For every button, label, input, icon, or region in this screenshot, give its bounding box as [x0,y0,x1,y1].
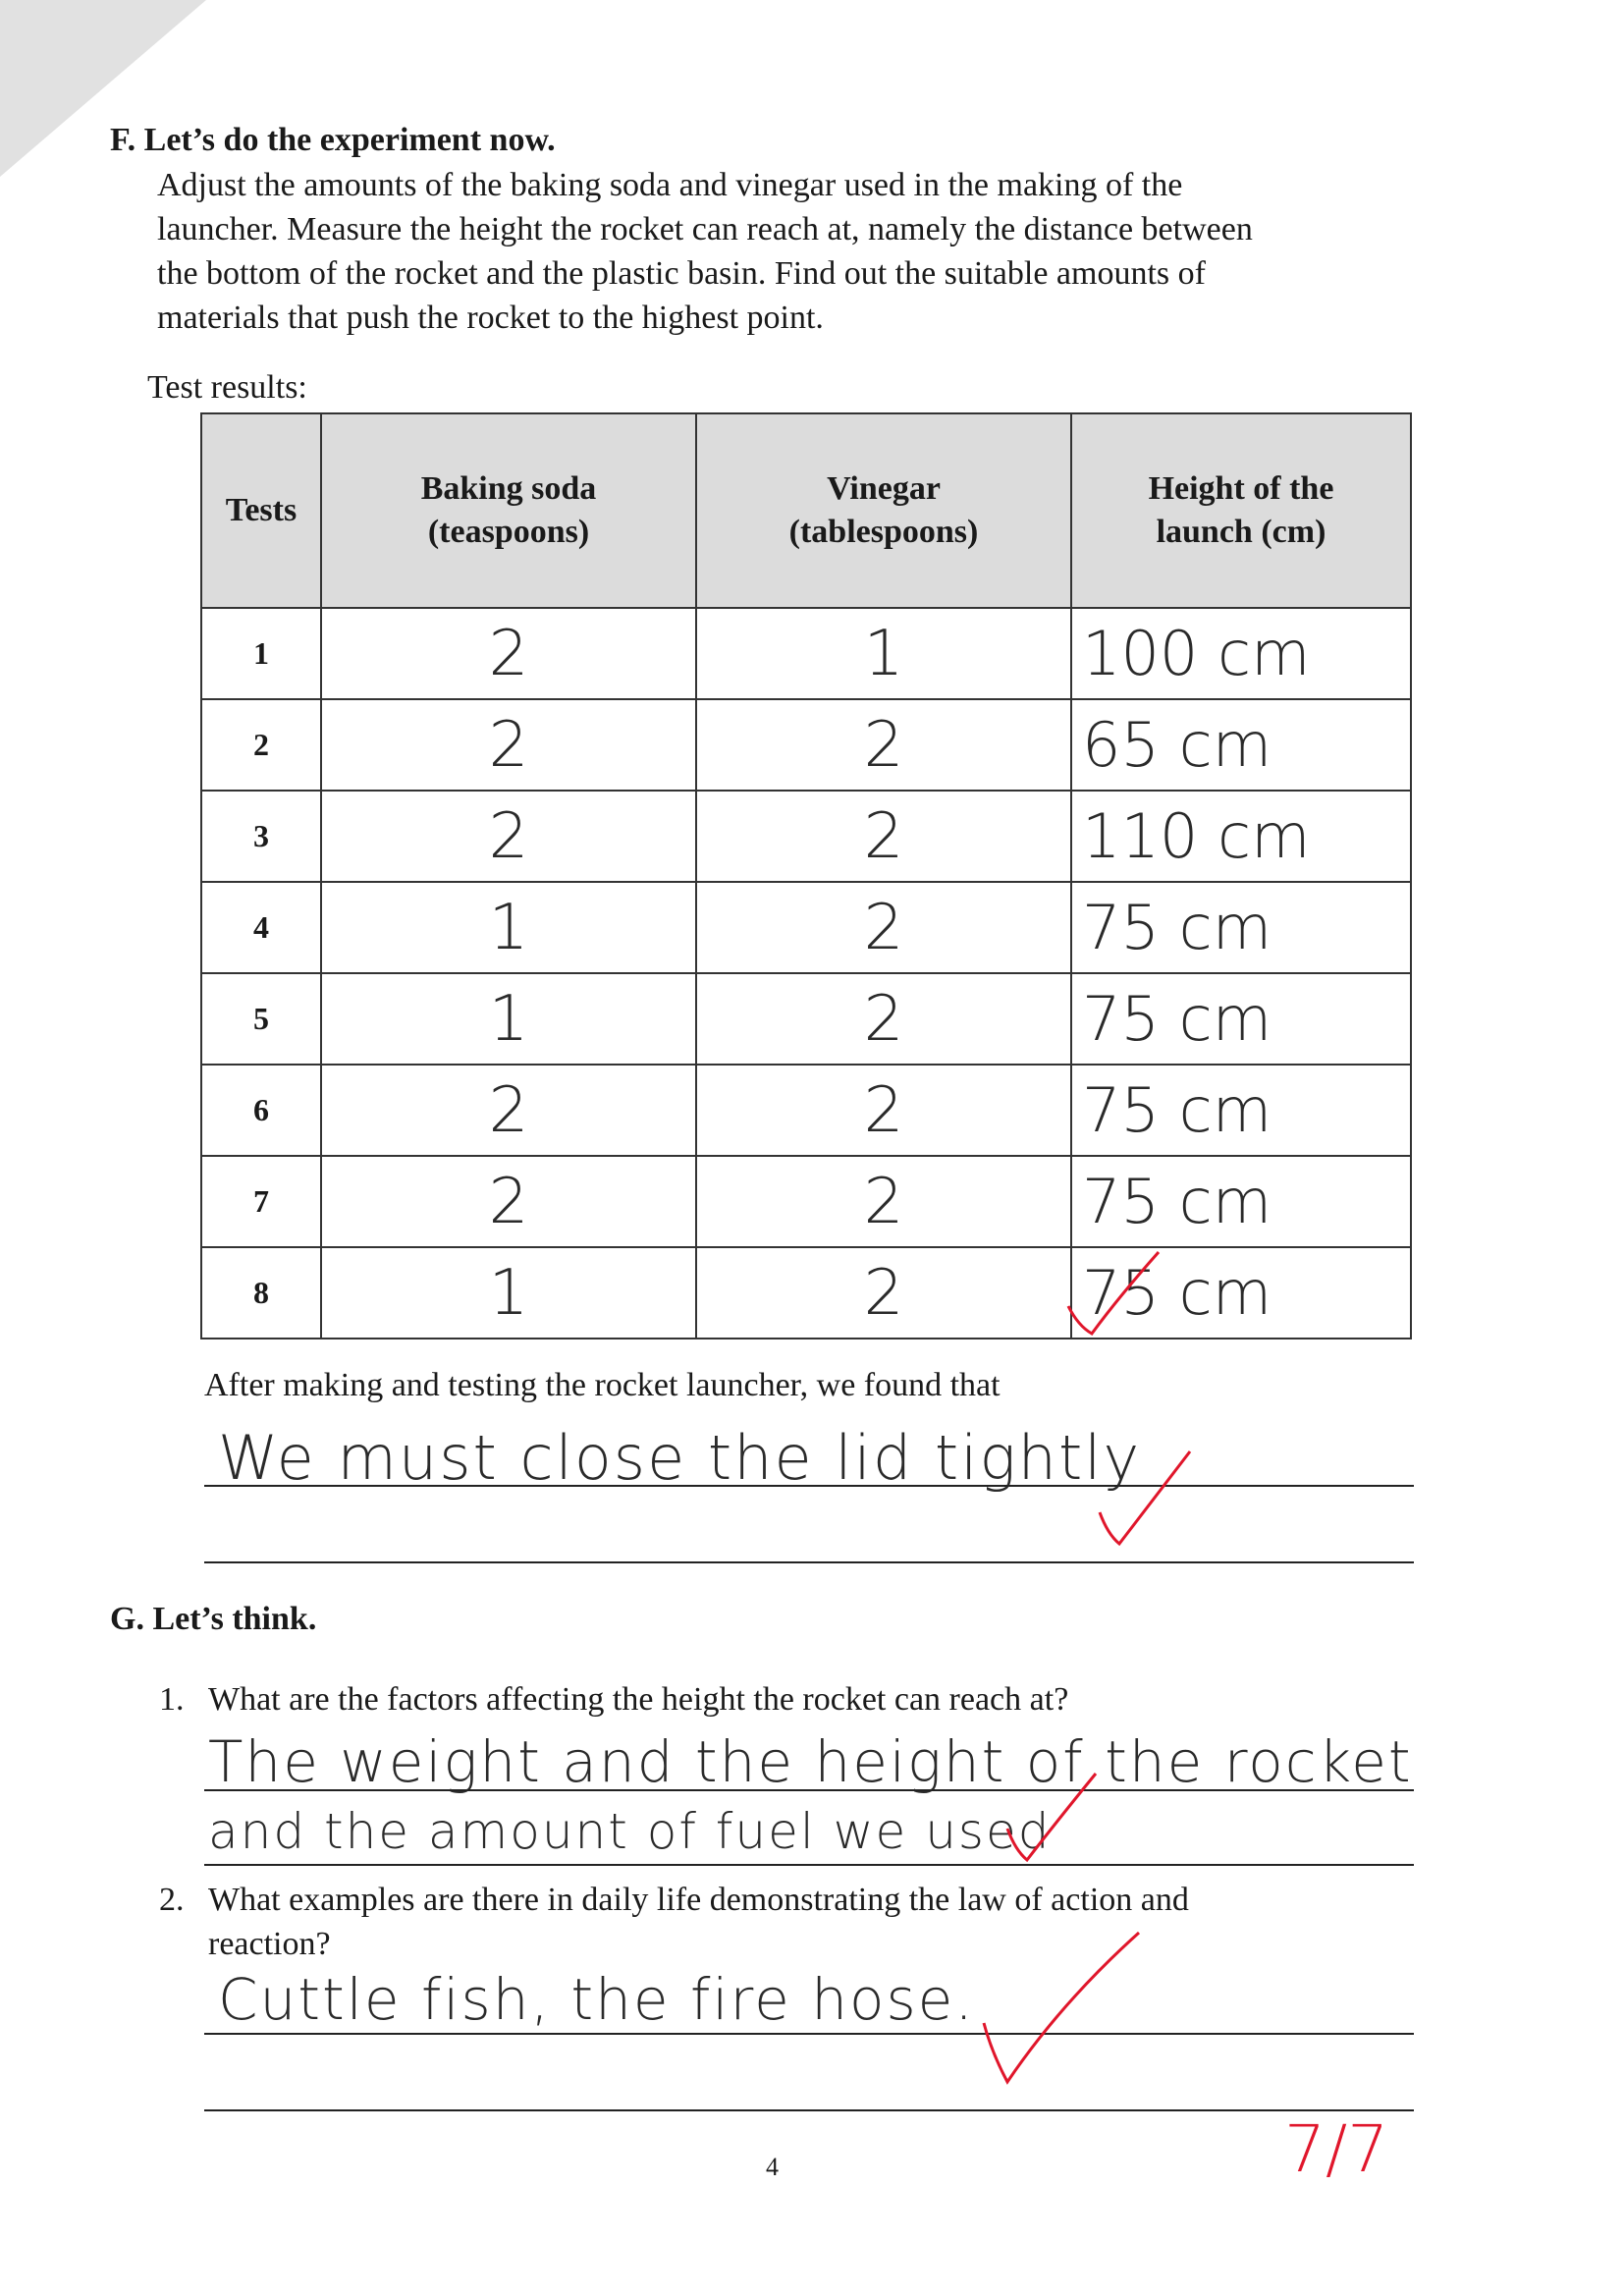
baking-soda-value: 2 [321,791,696,882]
header-baking-soda [321,413,696,608]
question-number: 1. [159,1681,185,1718]
table-row [201,973,1411,1065]
header-tests: Tests [201,413,321,608]
test-number: 3 [201,791,321,882]
vinegar-value: 2 [696,1156,1071,1247]
table-header-row [201,413,1411,608]
height-value: 75 cm [1071,973,1411,1065]
page-number: 4 [766,2153,779,2181]
test-number: 5 [201,973,321,1065]
table-row [201,1156,1411,1247]
answer-line [204,2109,1414,2111]
test-number: 8 [201,1247,321,1339]
header-vinegar [696,413,1071,608]
height-value: 100 cm [1071,608,1411,699]
vinegar-value: 2 [696,1247,1071,1339]
answer-line [204,2033,1414,2035]
height-value: 75 cm [1071,1156,1411,1247]
table-row [201,882,1411,973]
baking-soda-value: 2 [321,1065,696,1156]
question-2-line: reaction? [208,1926,331,1962]
answer-line [204,1864,1414,1866]
test-number: 1 [201,608,321,699]
question-2-line: What examples are there in daily life demonstrating the law of action and [208,1882,1189,1918]
section-g-heading: G. Let’s think. [110,1601,317,1637]
height-value: 110 cm [1071,791,1411,882]
baking-soda-value: 2 [321,1156,696,1247]
table-row [201,699,1411,791]
baking-soda-value: 2 [321,699,696,791]
instruction-line: launcher. Measure the height the rocket can reach at, namely the distance between [157,211,1253,247]
table-row [201,1065,1411,1156]
vinegar-value: 1 [696,608,1071,699]
question-2-answer: Cuttle fish, the fire hose. [218,1966,975,2033]
test-number: 2 [201,699,321,791]
vinegar-value: 2 [696,882,1071,973]
header-height-label: Height of the launch (cm) [1148,470,1334,550]
answer-line [204,1561,1414,1563]
red-check-icon [1092,1444,1200,1552]
question-1-answer-line-2: and the amount of fuel we used [208,1803,1052,1860]
score: 7/7 [1284,2111,1389,2187]
table-row [201,608,1411,699]
table-row [201,791,1411,882]
baking-soda-value: 1 [321,1247,696,1339]
instruction-line: materials that push the rocket to the highest point. [157,300,824,336]
baking-soda-value: 1 [321,973,696,1065]
section-f-heading: F. Let’s do the experiment now. [110,122,556,158]
question-number: 2. [159,1882,185,1918]
results-table [200,412,1412,1339]
finding-answer: We must close the lid tightly [218,1422,1142,1494]
instructions [157,163,1473,340]
red-check-icon [1001,1768,1109,1876]
answer-line [204,1789,1414,1791]
height-value: 75 cm [1071,1065,1411,1156]
vinegar-value: 2 [696,791,1071,882]
baking-soda-value: 1 [321,882,696,973]
answer-line [204,1485,1414,1487]
header-vinegar-label: Vinegar (tablespoons) [788,470,979,550]
height-value: 75 cm [1071,1247,1411,1339]
red-check-icon [1060,1247,1168,1355]
height-value: 75 cm [1071,882,1411,973]
red-check-icon [972,1925,1149,2102]
vinegar-value: 2 [696,973,1071,1065]
header-baking-soda-label: Baking soda (teaspoons) [420,470,597,550]
results-label: Test results: [147,369,307,406]
question-1: What are the factors affecting the height the rocket can reach at? [208,1681,1069,1718]
test-number: 7 [201,1156,321,1247]
instruction-line: Adjust the amounts of the baking soda and vinegar used in the making of the [157,167,1183,203]
baking-soda-value: 2 [321,608,696,699]
vinegar-value: 2 [696,699,1071,791]
instruction-line: the bottom of the rocket and the plastic basin. Find out the suitable amounts of [157,255,1206,292]
vinegar-value: 2 [696,1065,1071,1156]
table-row [201,1247,1411,1339]
test-number: 6 [201,1065,321,1156]
question-1-answer-line-1: The weight and the height of the rocket [208,1728,1413,1795]
finding-prompt: After making and testing the rocket launcher, we found that [204,1367,1001,1403]
test-number: 4 [201,882,321,973]
height-value: 65 cm [1071,699,1411,791]
header-height [1071,413,1411,608]
